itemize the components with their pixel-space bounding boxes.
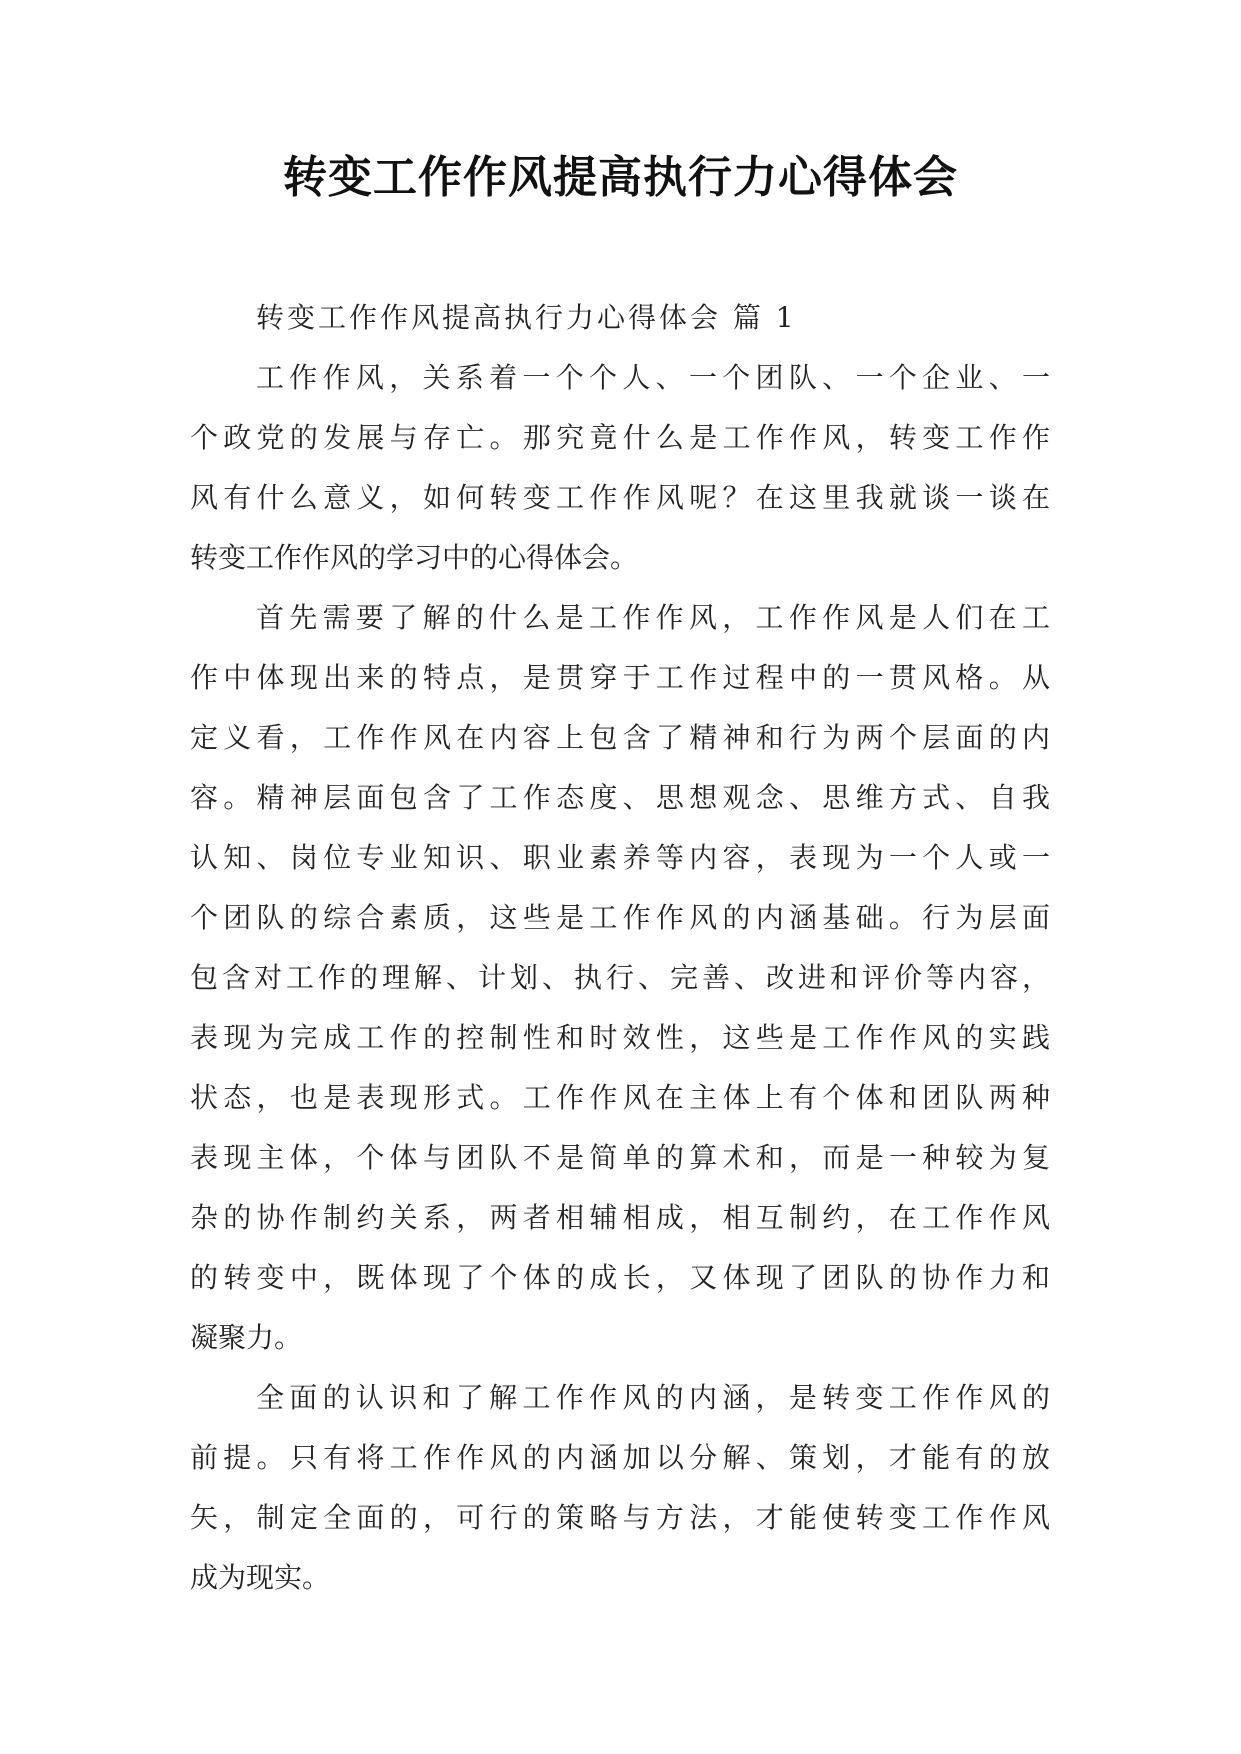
paragraph-line: 成为现实。 <box>190 1561 331 1594</box>
paragraph-line: 工作作风，关系着一个个人、一个团队、一个企业、一 <box>256 361 1050 394</box>
paragraph-line: 的转变中，既体现了个体的成长，又体现了团队的协作力和 <box>190 1261 1050 1294</box>
paragraph-line: 全面的认识和了解工作作风的内涵，是转变工作作风的 <box>256 1381 1050 1414</box>
paragraph-line: 表现主体，个体与团队不是简单的算术和，而是一种较为复 <box>190 1141 1050 1174</box>
document-body <box>190 288 1050 1608</box>
paragraph-line: 认知、岗位专业知识、职业素养等内容，表现为一个人或一 <box>190 841 1050 874</box>
paragraph-line: 定义看，工作作风在内容上包含了精神和行为两个层面的内 <box>190 721 1050 754</box>
paragraph-line: 个团队的综合素质，这些是工作作风的内涵基础。行为层面 <box>190 901 1050 934</box>
paragraph-line: 作中体现出来的特点，是贯穿于工作过程中的一贯风格。从 <box>190 661 1050 694</box>
paragraph-line: 包含对工作的理解、计划、执行、完善、改进和评价等内容， <box>190 961 1050 994</box>
paragraph-line: 转变工作作风的学习中的心得体会。 <box>190 541 639 574</box>
section-heading: 转变工作作风提高执行力心得体会 篇 1 <box>256 301 797 334</box>
paragraph-line: 杂的协作制约关系，两者相辅相成，相互制约，在工作作风 <box>190 1201 1050 1234</box>
paragraph-line: 表现为完成工作的控制性和时效性，这些是工作作风的实践 <box>190 1021 1050 1054</box>
paragraph-line: 矢，制定全面的，可行的策略与方法，才能使转变工作作风 <box>190 1501 1050 1534</box>
paragraph-line: 风有什么意义，如何转变工作作风呢？在这里我就谈一谈在 <box>190 481 1050 514</box>
paragraph-line: 首先需要了解的什么是工作作风，工作作风是人们在工 <box>256 601 1050 634</box>
paragraph-line: 个政党的发展与存亡。那究竟什么是工作作风，转变工作作 <box>190 421 1050 454</box>
paragraph-line: 容。精神层面包含了工作态度、思想观念、思维方式、自我 <box>190 781 1050 814</box>
paragraph-1 <box>190 348 1050 588</box>
document-title: 转变工作作风提高执行力心得体会 <box>283 152 958 203</box>
paragraph-3 <box>190 1368 1050 1608</box>
paragraph-line: 前提。只有将工作作风的内涵加以分解、策划，才能有的放 <box>190 1441 1050 1474</box>
paragraph-2 <box>190 588 1050 1368</box>
paragraph-line: 状态，也是表现形式。工作作风在主体上有个体和团队两种 <box>190 1081 1050 1114</box>
paragraph-line: 凝聚力。 <box>190 1321 303 1354</box>
